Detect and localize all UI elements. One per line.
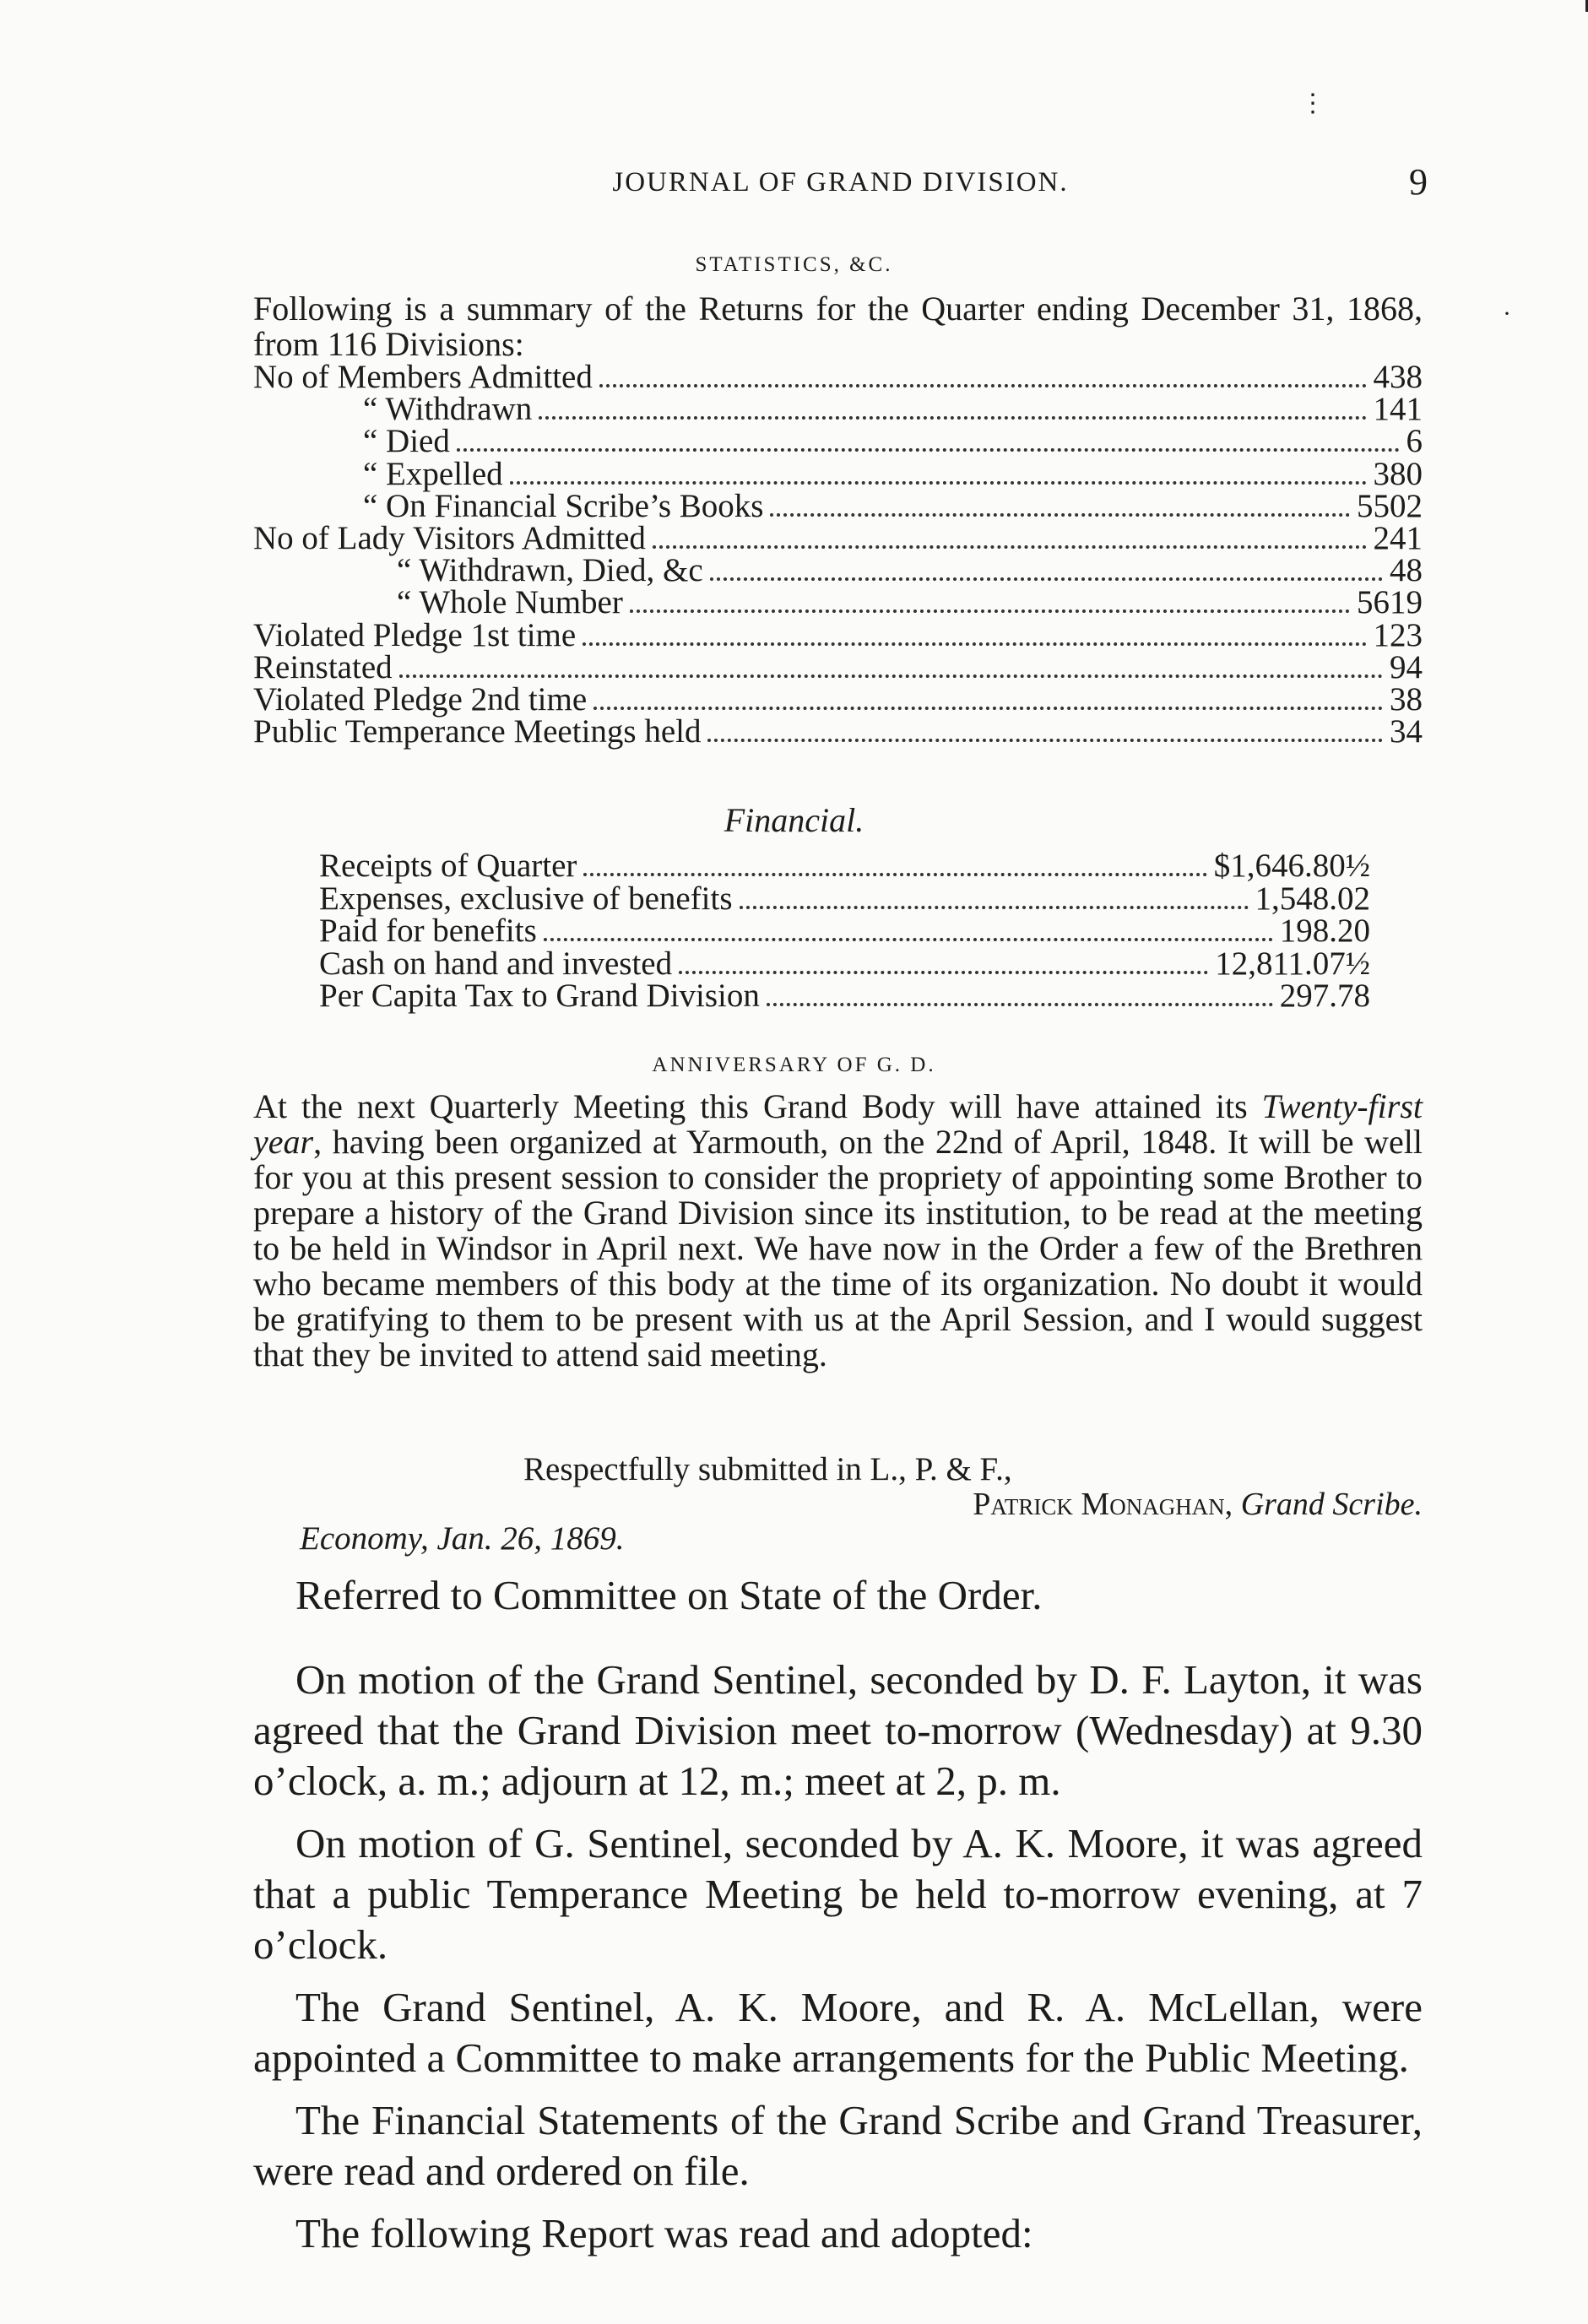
statistics-row bbox=[253, 713, 1423, 750]
page-number: 9 bbox=[1409, 161, 1428, 203]
statistics-label: “ Expelled bbox=[363, 455, 503, 492]
statistics-value: 48 bbox=[1390, 552, 1423, 589]
dot-leader bbox=[457, 448, 1400, 452]
dot-leader bbox=[544, 938, 1273, 941]
anniversary-text-italic: Twenty-first year bbox=[253, 1087, 1423, 1161]
statistics-label: Reinstated bbox=[253, 648, 393, 685]
statistics-value: 123 bbox=[1373, 616, 1423, 653]
dot-leader bbox=[583, 642, 1366, 646]
financial-value: 297.78 bbox=[1279, 978, 1370, 1014]
dot-leader bbox=[770, 513, 1350, 517]
statistics-value: 241 bbox=[1373, 520, 1423, 556]
signature bbox=[973, 1486, 1423, 1523]
statistics-value: 6 bbox=[1406, 423, 1423, 460]
statistics-heading: STATISTICS, &C. bbox=[695, 253, 893, 276]
statistics-label: “ Died bbox=[363, 423, 450, 460]
financial-row bbox=[319, 978, 1370, 1015]
anniversary-text-2: , having been organized at Yarmouth, on the 22nd of April, 1848. It will be well for you at this present session to consider the propriety of appointing some Brother to prepare a history of the Grand Division since its institution, to be read at the meeting to be held in Windsor in April next. We have now in the Order a few of the Brethren who became members of this body at the time of its organization. No doubt it would be gratifying to them to be present with us at the April Session, and I would suggest that they be invited to attend said meeting. bbox=[253, 1123, 1423, 1373]
financial-label: Per Capita Tax to Grand Division bbox=[319, 978, 760, 1014]
signature-title: Grand Scribe. bbox=[1240, 1487, 1423, 1522]
dot-leader bbox=[653, 545, 1367, 549]
statistics-label: Violated Pledge 2nd time bbox=[253, 681, 588, 718]
financial-label: Expenses, exclusive of benefits bbox=[319, 880, 733, 917]
dot-leader bbox=[399, 674, 1383, 678]
statistics-label: Public Temperance Meetings held bbox=[253, 713, 702, 750]
dot-leader bbox=[707, 739, 1383, 742]
statistics-label: Violated Pledge 1st time bbox=[253, 616, 577, 653]
financial-value: 12,811.07½ bbox=[1215, 945, 1370, 982]
statistics-label: “ Withdrawn bbox=[363, 391, 533, 428]
margin-mark: ⋮ bbox=[1300, 89, 1325, 117]
statistics-value: 5619 bbox=[1357, 584, 1423, 621]
statistics-value: 141 bbox=[1373, 391, 1423, 428]
statistics-value: 94 bbox=[1390, 648, 1423, 685]
signature-name: Patrick Monaghan, bbox=[973, 1487, 1233, 1522]
dot-leader bbox=[583, 873, 1206, 876]
statistics-label: No of Members Admitted bbox=[253, 359, 593, 395]
minutes-paragraph: Referred to Committee on State of the Order. bbox=[295, 1572, 1043, 1618]
minutes-paragraph: The following Report was read and adopted: bbox=[295, 2210, 1033, 2256]
dot-leader bbox=[593, 707, 1383, 710]
statistics-label: “ Withdrawn, Died, &c bbox=[397, 552, 703, 589]
anniversary-paragraph bbox=[253, 1089, 1423, 1373]
anniversary-heading: ANNIVERSARY OF G. D. bbox=[652, 1054, 936, 1076]
financial-label: Receipts of Quarter bbox=[319, 848, 577, 884]
margin-dot: · bbox=[1503, 300, 1511, 328]
dot-leader bbox=[630, 609, 1350, 613]
minutes-paragraph: On motion of the Grand Sentinel, seconded by D. F. Layton, it was agreed that the Grand Division meet to-morrow (Wednesday) at 9.30 o’clock, a. m.; adjourn at 12, m.; meet at 2, p. m. bbox=[253, 1656, 1423, 1804]
financial-value: $1,646.80½ bbox=[1213, 848, 1370, 884]
statistics-value: 380 bbox=[1373, 455, 1423, 492]
minutes-paragraph: The Grand Sentinel, A. K. Moore, and R. A. McLellan, were appointed a Committee to make arrangements for the Public Meeting. bbox=[253, 1984, 1423, 2081]
dot-leader bbox=[740, 906, 1249, 909]
page-header bbox=[253, 160, 1428, 211]
statistics-label: “ Whole Number bbox=[397, 584, 623, 621]
statistics-label: “ On Financial Scribe’s Books bbox=[363, 487, 764, 524]
minutes-section bbox=[253, 1570, 1423, 2271]
statistics-label: No of Lady Visitors Admitted bbox=[253, 520, 646, 556]
dot-leader bbox=[767, 1003, 1273, 1006]
anniversary-text-1: At the next Quarterly Meeting this Grand Body will have attained its bbox=[253, 1087, 1262, 1125]
running-title: JOURNAL OF GRAND DIVISION. bbox=[612, 167, 1069, 198]
minutes-paragraph: The Financial Statements of the Grand Scribe and Grand Treasurer, were read and ordered on file. bbox=[253, 2097, 1423, 2194]
statistics-value: 438 bbox=[1373, 359, 1423, 395]
dot-leader bbox=[710, 577, 1383, 581]
minutes-paragraph: On motion of G. Sentinel, seconded by A. K. Moore, it was agreed that a public Temperance Meeting be held to-morrow evening, at 7 o’clock. bbox=[253, 1820, 1423, 1968]
financial-label: Cash on hand and invested bbox=[319, 945, 673, 982]
dot-leader bbox=[679, 971, 1208, 974]
dot-leader bbox=[599, 384, 1367, 387]
financial-label: Paid for benefits bbox=[319, 913, 537, 949]
financial-heading: Financial. bbox=[724, 801, 864, 839]
statistics-intro: Following is a summary of the Returns for the Quarter ending December 31, 1868, from 116 Divisions: bbox=[253, 290, 1423, 363]
statistics-value: 38 bbox=[1390, 681, 1423, 718]
dot-leader bbox=[510, 481, 1367, 485]
statistics-value: 5502 bbox=[1357, 487, 1423, 524]
closing-line: Respectfully submitted in L., P. & F., bbox=[523, 1451, 1012, 1487]
place-date: Economy, Jan. 26, 1869. bbox=[300, 1520, 625, 1557]
financial-value: 198.20 bbox=[1279, 913, 1370, 949]
statistics-value: 34 bbox=[1390, 713, 1423, 750]
dot-leader bbox=[539, 416, 1366, 420]
financial-value: 1,548.02 bbox=[1255, 880, 1370, 917]
